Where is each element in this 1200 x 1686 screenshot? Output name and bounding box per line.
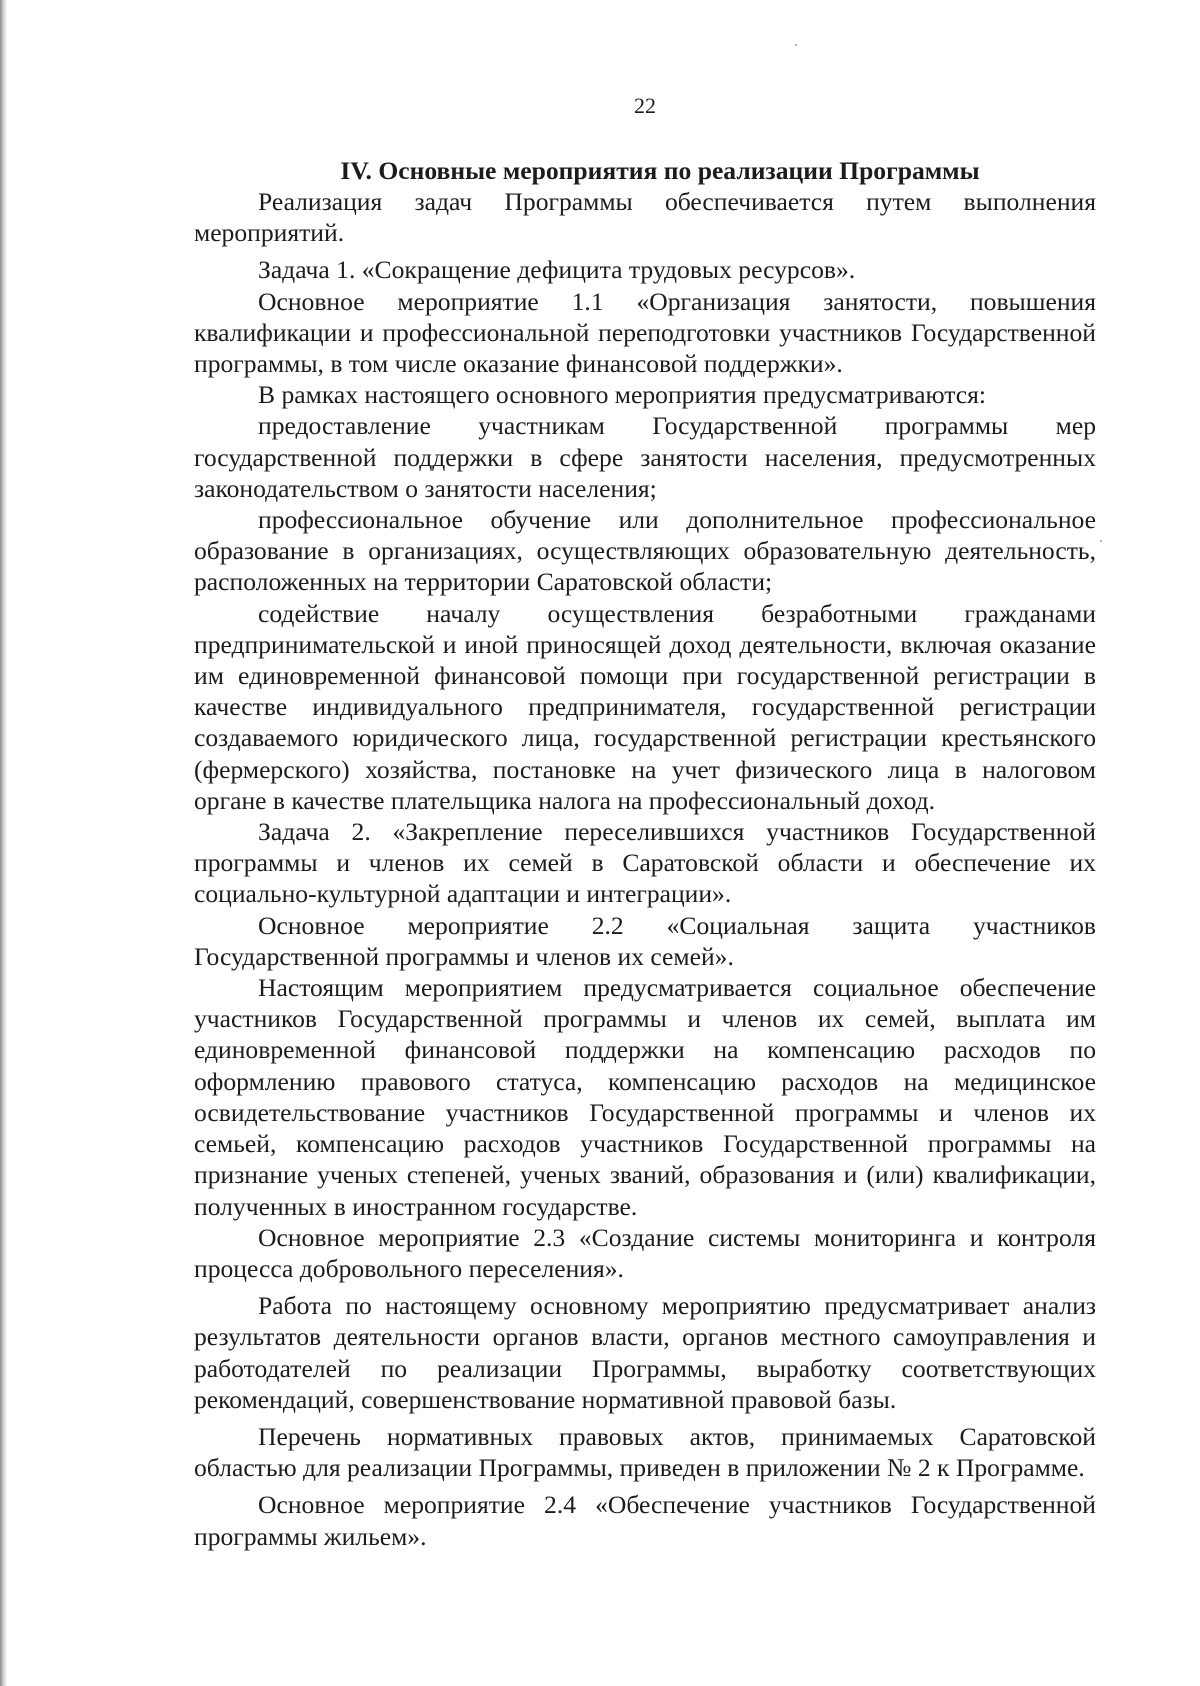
paragraph-social-support: Настоящим мероприятием предусматривается социальное обеспечение участников Государственной программы и членов их семей, выплата им единовременной финансовой поддержки на компенсацию расходов по оформлению правового статуса, компенсацию расходов на медицинское освидетельствование участников Государственной программы и членов их семьей, компенсацию расходов участников Государственной программы на признание ученых степеней, ученых званий, образования и (или) квалификации, полученных в иностранном государстве. xyxy=(194,973,1096,1221)
paragraph-monitoring: Работа по настоящему основному мероприятию предусматривает анализ результатов деятельности органов власти, органов местного самоуправления и работодателей по реализации Программы, выработку соответствующих рекомендаций, совершенствование нормативной правовой базы. xyxy=(194,1291,1096,1414)
paragraph-activity-2-2: Основное мероприятие 2.2 «Социальная защита участников Государственной программы и членов их семей». xyxy=(194,910,1096,971)
document-page xyxy=(194,92,1096,1552)
paragraph-provision-education: профессиональное обучение или дополнительное профессиональное образование в организациях, осуществляющих образовательную деятельность, расположенных на территории Саратовской области; xyxy=(194,505,1096,597)
paragraph-activity-2-4: Основное мероприятие 2.4 «Обеспечение участников Государственной программы жильем». xyxy=(194,1490,1096,1551)
paragraph-provision-support: предоставление участникам Государственной программы мер государственной поддержки в сфере занятости населения, предусмотренных законодательством о занятости населения; xyxy=(194,411,1096,503)
paragraph-task-2: Задача 2. «Закрепление переселившихся участников Государственной программы и членов их семей в Саратовской области и обеспечение их социально-культурной адаптации и интеграции». xyxy=(194,817,1096,909)
scan-speck xyxy=(1100,540,1102,542)
paragraph-task-1: Задача 1. «Сокращение дефицита трудовых ресурсов». xyxy=(258,255,856,285)
paragraph-activity-2-3: Основное мероприятие 2.3 «Создание системы мониторинга и контроля процесса добровольного переселения». xyxy=(194,1222,1096,1283)
paragraph-activity-1-1: Основное мероприятие 1.1 «Организация занятости, повышения квалификации и профессиональной переподготовки участников Государственной программы, в том числе оказание финансовой поддержки». xyxy=(194,286,1096,379)
paragraph-provision-business: содействие началу осуществления безработными гражданами предпринимательской и иной приносящей доход деятельности, включая оказание им единовременной финансовой помощи при государственной регистрации в качестве индивидуального предпринимателя, государственной регистрации создаваемого юридического лица, государственной регистрации крестьянского (фермерского) хозяйства, постановке на учет физического лица в налоговом органе в качестве плательщика налога на профессиональный доход. xyxy=(194,598,1096,815)
page-number: 22 xyxy=(634,93,656,118)
paragraph-legal-acts: Перечень нормативных правовых актов, принимаемых Саратовской областью для реализации Программы, приведен в приложении № 2 к Программе. xyxy=(194,1421,1096,1483)
paragraph-intro: Реализация задач Программы обеспечивается путем выполнения мероприятий. xyxy=(194,187,1096,248)
section-title: IV. Основные мероприятия по реализации Программы xyxy=(340,156,980,185)
scan-speck xyxy=(795,44,797,46)
paragraph-provisions-intro: В рамках настоящего основного мероприятия предусматриваются: xyxy=(258,380,987,410)
scan-edge-shadow xyxy=(0,0,7,1686)
